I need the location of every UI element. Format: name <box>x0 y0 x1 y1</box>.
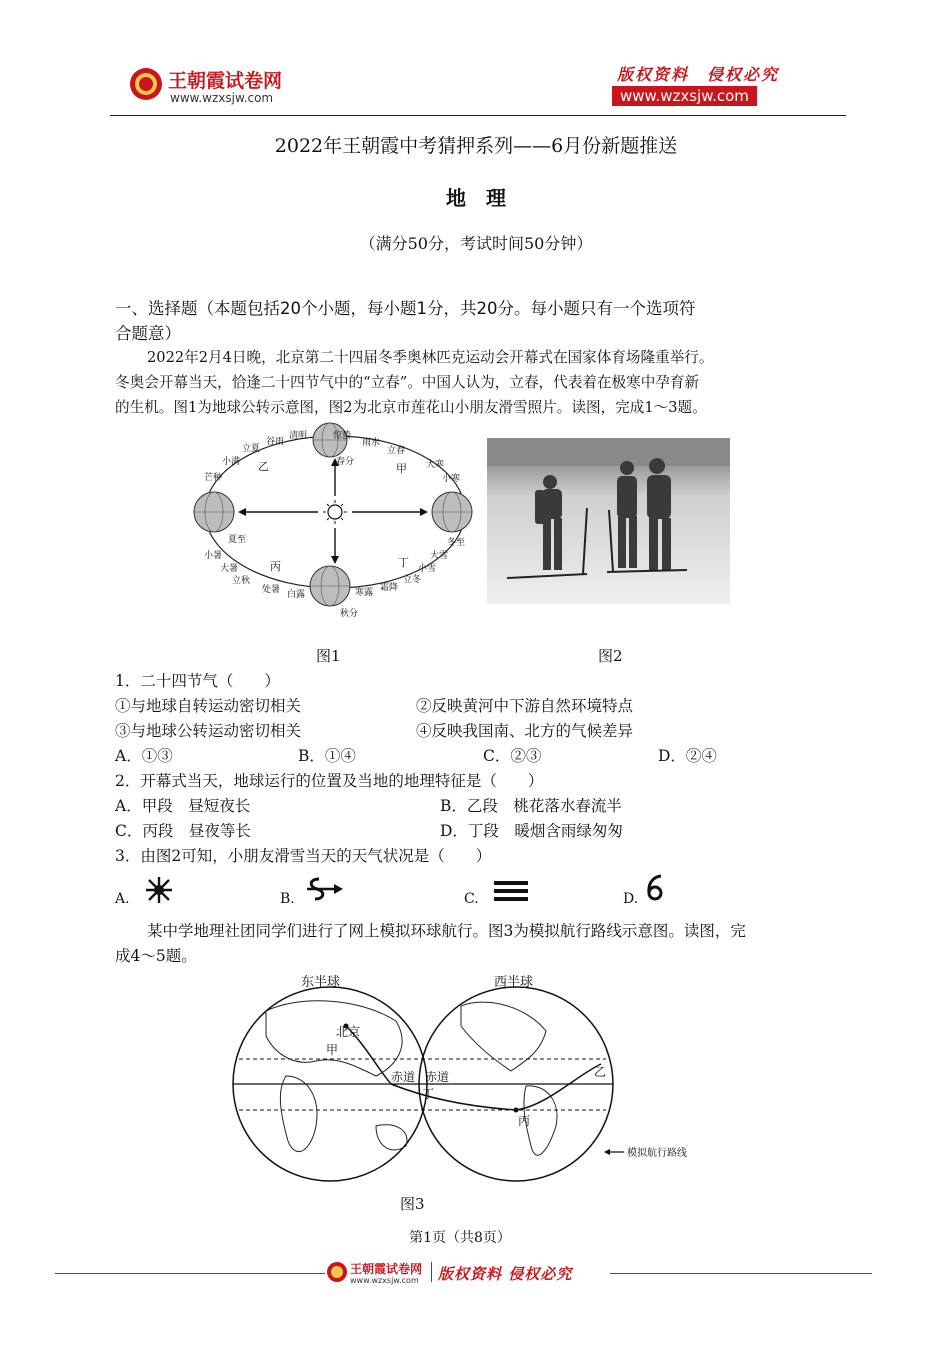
figure2-caption: 图2 <box>598 647 623 665</box>
label-jia: 甲 <box>326 1043 339 1057</box>
footer-rule-left <box>55 1273 325 1274</box>
term-yushui: 雨水 <box>362 438 381 448</box>
label-beijing: 北京 <box>336 1025 361 1039</box>
passage1-line2: 冬奥会开幕当天，恰逢二十四节气中的“立春”。中国人认为，立春，代表着在极寒中孕育新 <box>115 374 700 391</box>
segment-ding: 丁 <box>398 556 409 569</box>
q3-stem: 3．由图2可知，小朋友滑雪当天的天气状况是（ ） <box>115 847 492 865</box>
q1-stem: 1．二十四节气（ ） <box>115 672 280 690</box>
term-mangzhong: 芒种 <box>204 473 223 483</box>
term-lidong: 立冬 <box>403 575 422 585</box>
term-chushu: 处暑 <box>262 585 281 595</box>
header-rule <box>110 115 846 116</box>
footer-logo-text: 王朝霞试卷网 <box>350 1262 423 1276</box>
label-ding: 丁 <box>422 1087 435 1101</box>
q1-statement-2: ②反映黄河中下游自然环境特点 <box>416 697 634 715</box>
label-equator-left: 赤道 <box>391 1070 416 1084</box>
q3-option-d: D. <box>623 891 639 907</box>
q2-option-a: A．甲段 昼短夜长 <box>115 797 251 815</box>
footer-logo-url: www.wzxsjw.com <box>350 1276 419 1285</box>
header-logo-text: 王朝霞试卷网 <box>168 70 283 92</box>
figure3-caption: 图3 <box>400 1195 425 1213</box>
term-qiufen: 秋分 <box>340 609 359 619</box>
term-xiaoshu: 小暑 <box>204 551 223 561</box>
footer-divider <box>431 1262 432 1282</box>
term-chunfen: 春分 <box>336 457 355 467</box>
footer-logo-emblem-icon <box>326 1261 348 1283</box>
q1-option-b: B．①④ <box>298 747 356 765</box>
q3-option-a: A. <box>115 891 130 907</box>
q1-option-a: A．①③ <box>115 747 173 765</box>
term-bailu: 白露 <box>287 590 306 600</box>
term-xiaohan: 小寒 <box>442 474 461 484</box>
term-daxue: 大雪 <box>430 551 449 561</box>
term-lichun: 立春 <box>387 446 406 456</box>
label-yi: 乙 <box>594 1065 607 1079</box>
term-xiazhi: 夏至 <box>228 535 247 545</box>
q2-stem: 2．开幕式当天，地球运行的位置及当地的地理特征是（ ） <box>115 772 544 790</box>
header-url-box: www.wzxsjw.com <box>612 86 757 106</box>
header-copyright: 版权资料 侵权必究 <box>617 65 780 84</box>
exam-info: （满分50分，考试时间50分钟） <box>359 234 593 253</box>
term-dongzhi: 冬至 <box>447 538 466 548</box>
label-bing: 丙 <box>518 1114 531 1128</box>
figure2-ski-photo <box>487 438 730 604</box>
term-xiaoman: 小满 <box>222 457 241 467</box>
label-east-hemisphere: 东半球 <box>301 975 341 990</box>
q1-option-d: D．②④ <box>658 747 717 765</box>
label-equator-right: 赤道 <box>425 1070 450 1084</box>
logo-emblem-icon <box>128 66 164 102</box>
q1-option-c: C．②③ <box>483 747 542 765</box>
segment-yi: 乙 <box>258 460 269 473</box>
passage2-line2: 成4～5题。 <box>115 947 197 965</box>
section-heading: 一、选择题（本题包括20个小题，每小题1分，共20分。每小题只有一个选项符 <box>115 299 696 318</box>
figure1-caption: 图1 <box>316 647 341 665</box>
sandstorm-icon <box>303 875 345 903</box>
q3-option-c: C. <box>464 891 479 907</box>
q1-statement-1: ①与地球自转运动密切相关 <box>115 697 302 715</box>
header-logo-url: www.wzxsjw.com <box>170 91 274 105</box>
q3-option-b: B. <box>280 891 295 907</box>
page-number: 第1页（共8页） <box>409 1230 511 1246</box>
term-liqiu: 立秋 <box>232 576 251 586</box>
fog-icon <box>494 880 528 902</box>
q2-option-b: B．乙段 桃花落水春流半 <box>440 797 622 815</box>
segment-bing: 丙 <box>270 560 281 573</box>
subject-title: 地 理 <box>446 186 506 210</box>
term-guyu: 谷雨 <box>266 437 285 447</box>
term-jingzhe: 惊蛰 <box>333 431 352 441</box>
term-xiaoxue: 小雪 <box>418 564 437 574</box>
header-logo <box>128 66 164 106</box>
term-hanlu: 寒露 <box>355 588 374 598</box>
term-lixia: 立夏 <box>242 444 261 454</box>
passage1-line3: 的生机。图1为地球公转示意图，图2为北京市莲花山小朋友滑雪照片。读图，完成1～3题。 <box>115 399 707 416</box>
simulated-route <box>346 1026 601 1110</box>
passage2-line1: 某中学地理社团同学们进行了网上模拟环球航行。图3为模拟航行路线示意图。读图，完 <box>147 922 746 940</box>
segment-jia: 甲 <box>396 462 407 475</box>
term-dahan: 大寒 <box>426 460 445 470</box>
q2-option-c: C．丙段 昼夜等长 <box>115 822 251 840</box>
footer-rule-right <box>610 1273 872 1274</box>
section-heading-cont: 合题意） <box>115 324 181 343</box>
footer-copyright: 版权资料 侵权必究 <box>438 1265 573 1283</box>
figure1-orbit-diagram <box>190 420 480 630</box>
label-west-hemisphere: 西半球 <box>494 975 534 990</box>
typhoon-icon <box>644 874 666 904</box>
sunny-icon <box>145 876 173 904</box>
passage1-line1: 2022年2月4日晚，北京第二十四届冬季奥林匹克运动会开幕式在国家体育场隆重举行。 <box>147 349 714 366</box>
page-title: 2022年王朝霞中考猜押系列——6月份新题推送 <box>274 135 678 157</box>
q2-option-d: D．丁段 暖烟含雨绿匆匆 <box>440 822 623 840</box>
q1-statement-3: ③与地球公转运动密切相关 <box>115 722 302 740</box>
figure3-hemispheres-map <box>226 966 726 1191</box>
term-shuangjiang: 霜降 <box>380 583 399 593</box>
term-qingming: 清明 <box>289 431 308 441</box>
term-dashu: 大暑 <box>220 564 239 574</box>
legend-route: 模拟航行路线 <box>627 1148 687 1159</box>
q1-statement-4: ④反映我国南、北方的气候差异 <box>416 722 634 740</box>
sun-icon <box>323 500 347 524</box>
